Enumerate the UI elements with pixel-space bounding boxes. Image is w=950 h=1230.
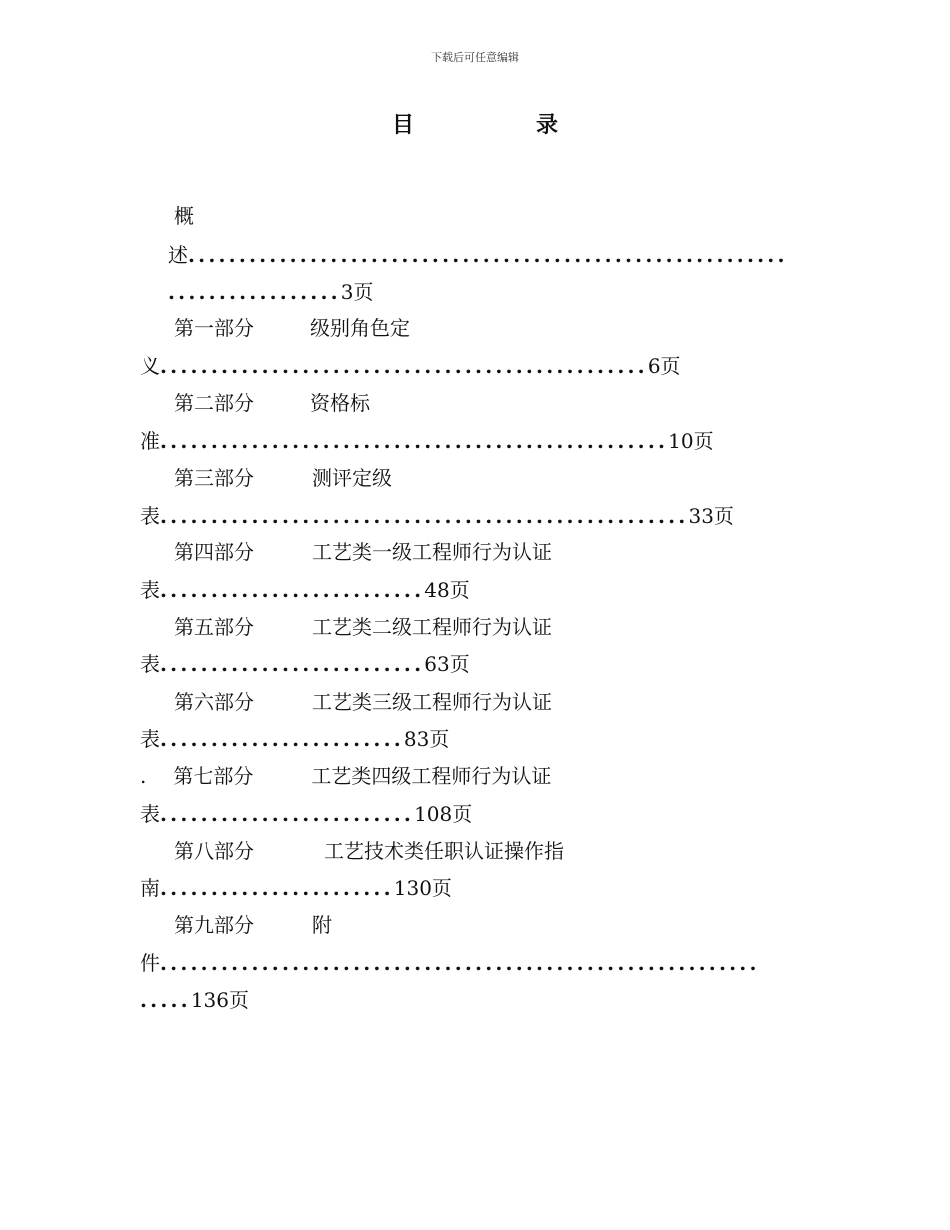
toc-page-number: 63页: [424, 652, 470, 676]
title-char-2: 录: [536, 112, 559, 138]
toc-title-continuation: 表: [140, 727, 160, 751]
header-note: 下载后可任意编辑: [431, 51, 519, 64]
toc-part-label: 第三部分: [174, 466, 254, 490]
toc-part-4-heading: [174, 538, 552, 566]
toc-part-title: 工艺技术类任职认证操作指: [324, 839, 564, 863]
toc-part-3-line[interactable]: [140, 502, 734, 530]
toc-overview-label-1: 概: [174, 204, 194, 228]
toc-title-continuation: 义: [140, 354, 160, 378]
toc-part-6-line[interactable]: [140, 725, 449, 753]
toc-part-7-heading: [140, 762, 551, 790]
toc-title-continuation: 表: [140, 578, 160, 602]
toc-title-continuation: 南: [140, 876, 160, 900]
toc-part-label: 第四部分: [174, 540, 254, 564]
toc-page-number: 108页: [414, 802, 473, 826]
toc-page-number: 130页: [393, 876, 452, 900]
toc-page-number: 10页: [668, 429, 714, 453]
toc-leader-dots: .................: [168, 280, 341, 304]
toc-part-title: 工艺类三级工程师行为认证: [312, 690, 552, 714]
toc-part-title: 工艺类二级工程师行为认证: [312, 615, 552, 639]
toc-page-number: 3页: [340, 280, 374, 304]
toc-part-label: 第八部分: [174, 839, 254, 863]
toc-part-title: 工艺类四级工程师行为认证: [311, 764, 552, 788]
title-char-1: 目: [392, 112, 415, 138]
toc-part-6-heading: [174, 688, 552, 716]
toc-overview-label-2: 述: [168, 243, 188, 267]
toc-part-4-line[interactable]: [140, 576, 470, 604]
toc-part-9-heading: [174, 911, 332, 939]
toc-part-2-line[interactable]: [140, 427, 714, 455]
toc-part-9-line: [140, 949, 760, 977]
toc-part-title: 工艺类一级工程师行为认证: [312, 540, 552, 564]
toc-leader-dots: ...........................................................: [160, 951, 760, 975]
toc-leader-dots: ..........................: [160, 578, 425, 602]
toc-part-label: 第五部分: [174, 615, 254, 639]
toc-leader-dots: ...........................................................: [188, 243, 788, 267]
toc-page-number: 83页: [403, 727, 450, 751]
toc-leader-dots: .......................: [160, 876, 394, 900]
toc-leader-dots: .........................: [160, 802, 415, 826]
toc-overview-line-3[interactable]: [168, 278, 374, 306]
toc-part-1-heading: [174, 314, 410, 342]
toc-part-5-heading: [174, 613, 552, 641]
toc-part-label: 第七部分: [173, 764, 254, 788]
toc-title-continuation: 表: [140, 652, 160, 676]
toc-page-number: 33页: [688, 504, 734, 528]
toc-part-9-line-2[interactable]: [140, 986, 249, 1014]
toc-part-1-line[interactable]: [140, 352, 681, 380]
toc-leader-dots: ..........................: [160, 652, 425, 676]
toc-part-label: 第二部分: [174, 391, 254, 415]
toc-title-continuation: 表: [140, 802, 160, 826]
toc-title-continuation: 准: [140, 429, 160, 453]
toc-part-8-line[interactable]: [140, 874, 452, 902]
toc-part-label: 第六部分: [174, 690, 254, 714]
toc-part-5-line[interactable]: [140, 650, 470, 678]
toc-leader-dots: .....: [140, 988, 191, 1012]
toc-part-2-heading: [174, 389, 370, 417]
toc-part-title: 测评定级: [312, 466, 392, 490]
toc-part-label: 第九部分: [174, 913, 254, 937]
toc-leader-dots: ....................................................: [160, 504, 689, 528]
toc-part-title: 级别角色定: [310, 316, 410, 340]
toc-overview-line-2: [168, 241, 788, 269]
toc-part-8-heading: [174, 837, 564, 865]
toc-part-3-heading: [174, 464, 392, 492]
toc-overview-line-1: [174, 202, 194, 230]
toc-page-number: 136页: [190, 988, 250, 1012]
toc-part-title: 资格标: [310, 391, 370, 415]
toc-leader-dots: ........................: [160, 727, 404, 751]
toc-page-number: 48页: [424, 578, 470, 602]
toc-part-title: 附: [312, 913, 332, 937]
toc-page-number: 6页: [647, 354, 681, 378]
page-title: [392, 108, 558, 139]
toc-leader-dots: ..................................................: [160, 429, 669, 453]
toc-leader-dots: ................................................: [160, 354, 648, 378]
toc-title-continuation: 件: [140, 951, 160, 975]
toc-part-label: 第一部分: [174, 316, 254, 340]
toc-part-7-line[interactable]: [140, 800, 472, 828]
toc-title-continuation: 表: [140, 504, 160, 528]
toc-stray-dot: .: [140, 764, 147, 788]
